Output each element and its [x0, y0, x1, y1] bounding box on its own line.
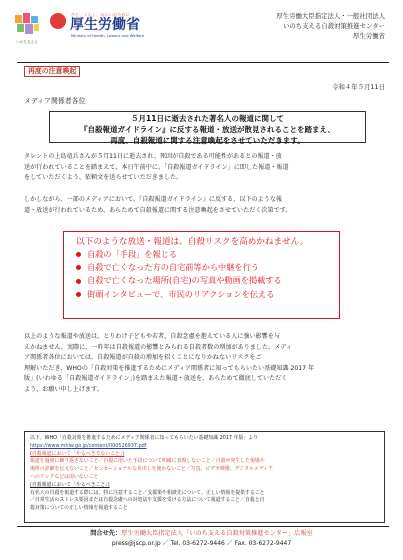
notice-badge: 再度の注意喚起 [24, 66, 80, 77]
contact-details [0, 540, 403, 548]
org-line: 厚生労働省 [353, 32, 385, 40]
ministry-name: 厚生労働省 [70, 17, 140, 33]
alert-item [76, 261, 331, 274]
addressee: メディア関係者各位 [24, 97, 86, 105]
org-line: いのち支える自殺対策推進センター [283, 22, 385, 30]
mhlw-logo-icon [50, 13, 66, 29]
paragraph-line: ア関係者各位においては、自殺報道が自殺の増加を招くことになりかねないリスクをご [24, 354, 262, 362]
alert-item [76, 274, 331, 287]
paragraph-line: をしていただくよう、依頼文を送らせていただきました。 [24, 174, 183, 182]
alert-item-text: 自殺で亡くなった方の自宅前等から中継を行う [87, 262, 259, 273]
bullet-icon [76, 265, 81, 270]
paragraph-concern [24, 195, 385, 216]
bullet-icon [76, 252, 81, 257]
contact-separator: ／ [226, 540, 233, 547]
paragraph-line: 道・放送が行われているため、あらためて自殺報道に関する注意喚起をさせていただく次第です。 [24, 206, 292, 214]
reference-box [24, 431, 385, 523]
paragraph-line: 送が行われていることを踏まえて、本日午前中に、「自殺報道ガイドライン」に即した報道・報道 [24, 163, 289, 171]
contact-fax: Fax. 03-6272-9447 [234, 540, 292, 547]
contact-org: 厚生労働大臣指定法人「いのち支える自殺対策推進センター」広報室 [121, 530, 313, 537]
contact-line [0, 530, 403, 538]
reference-line: 有名人の自殺を報道する際には、特に注意すること／支援策や相談先について、正しい情報を提供すること [30, 489, 265, 496]
alert-item [76, 248, 331, 261]
alert-title: 以下のような放送・報道は、自殺リスクを高めかねません。 [76, 237, 309, 247]
contact-separator: ／ [162, 540, 169, 547]
reference-heading-dont: (自殺報道において「やるべきでないこと」) [30, 450, 125, 457]
bullet-icon [76, 279, 81, 284]
contact-prefix: 問合せ先： [90, 530, 122, 537]
logo-caption: いのち支える [16, 40, 38, 44]
headline-line: ５月11日に逝去された著名人の報道に関して [131, 114, 284, 123]
org-line: 厚生労働大臣指定法人・一般社団法人 [276, 12, 385, 20]
bullet-icon [76, 292, 81, 297]
headline-line: 『自殺報道ガイドライン』に反する報道・放送が散見されることを踏まえ、 [80, 124, 335, 134]
inochi-sasaeru-logo [14, 12, 40, 36]
reference-line: 場所の詳細を伝えないこと／センセーショナルな見出しを使わないこと／写真、ビデオ映像、デジタルメディア [30, 466, 273, 473]
alert-item-text: 街頭インタビューで、市民のリアクションを伝える [87, 288, 275, 299]
headline-box [49, 111, 366, 143]
reference-line: 以下、WHO「自殺対策を推進するためにメディア関係者に知ってもらいたい基礎知識 2017 年版」より [30, 435, 259, 441]
reference-line: 報道を過度に繰り返さないこと／自殺に用いた手段について明確に表現しないこと／自殺が発生した現場や [30, 458, 265, 465]
alert-item [76, 288, 331, 301]
paragraph-line: よう、お願い申し上げます。 [24, 385, 103, 393]
headline-line: 再度、自殺報道に関する注意喚起をさせていただきます。 [110, 135, 305, 145]
paragraph-line: 以上のような報道や放送は、とりわけ子どもや若者、自殺念慮を抱えている人に強い影響を与 [24, 333, 280, 340]
reference-link[interactable]: https://www.mhlw.go.jp/content/000526937.pdf [30, 442, 147, 449]
issue-date: 令和４年５月11日 [332, 83, 385, 91]
alert-item-text: 自殺で亡くなった場所(自宅)の写真や動画を掲載する [87, 275, 282, 286]
paragraph-request [24, 332, 385, 396]
reference-line: へのリンクなどは用いないこと [30, 473, 99, 480]
header-divider [17, 62, 389, 63]
reference-line: 殺対策についての正しい情報を報道すること [30, 505, 128, 512]
paragraph-line: しかしながら、一部のメディアにおいて、『自殺報道ガイドライン』に反する、以下のような報 [24, 196, 283, 203]
alert-box [63, 231, 340, 319]
paragraph-line: えかねません。実際に、一昨年は自殺報道の影響とみられる自殺者数の増加がありました。メディ [24, 343, 293, 351]
reference-line: ／日常生活のストレス要因または自殺念慮への対処法や支援を受ける方法について報道すること／自殺と自 [30, 497, 265, 504]
footer-divider [17, 526, 389, 527]
reference-heading-do: (自殺報道において「やるべきこと」) [30, 481, 110, 488]
alert-item-text: 自殺の「手段」を報じる [87, 249, 178, 259]
contact-email[interactable]: press@jscp.or.jp [111, 540, 161, 547]
paragraph-line: 理解いただき、WHOの「自殺対策を推進するためにメディア関係者に知ってもらいたい基礎知識 2017 年 [24, 364, 314, 372]
ministry-tagline: ひと、くらし、みらいのために [71, 12, 130, 17]
ministry-name-en: Ministry of Health, Labour and Welfare [71, 33, 145, 38]
paragraph-line: タレントの上島竜兵さんが５月11日に逝去され、死因が自殺である可能性があるとの報道・放 [24, 153, 282, 160]
paragraph-intro [24, 152, 385, 184]
contact-tel: Tel. 03-6272-9446 [170, 540, 225, 547]
paragraph-line: 版」(いわゆる「自殺報道ガイドライン」)を踏まえた報道・放送を、あらためて徹底していただく [24, 375, 288, 383]
